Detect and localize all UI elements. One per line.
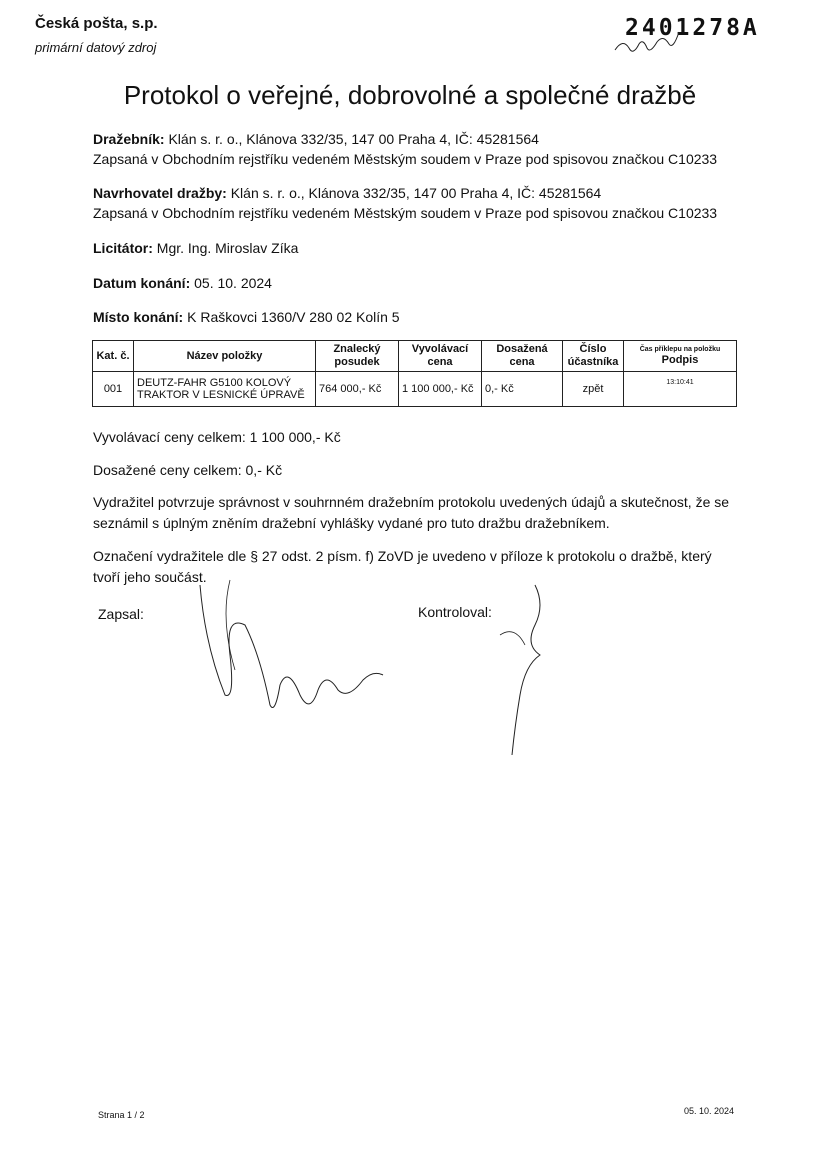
cell-nazev: DEUTZ-FAHR G5100 KOLOVÝ TRAKTOR V LESNICKÉ ÚPRAVĚ bbox=[134, 372, 316, 407]
cell-cislo: zpět bbox=[563, 372, 624, 407]
document-number: 2401278A bbox=[625, 15, 760, 41]
header-podpis: Podpis bbox=[661, 354, 699, 366]
footer-date: 05. 10. 2024 bbox=[684, 1106, 735, 1116]
table-header-row bbox=[93, 341, 737, 372]
navrhovatel-registration: Zapsaná v Obchodním rejstříku vedeném Městským soudem v Praze pod spisovou značkou C10233 bbox=[93, 205, 718, 221]
cas-value: 13:10:41 bbox=[666, 379, 694, 386]
header-vyvolavaci bbox=[399, 341, 482, 372]
confirmation-paragraph: Vydražitel potvrzuje správnost v souhrnném dražebním protokolu uvedených údajů a skutečnost, že se seznámil s úplným zněním dražební vyhlášky vydané pro tuto dražbu dražebníkem. bbox=[93, 494, 730, 531]
identification-paragraph: Označení vydražitele dle § 27 odst. 2 písm. f) ZoVD je uvedeno v příloze k protokolu o dražbě, který tvoří jeho součást. bbox=[93, 548, 712, 585]
cell-dosazena: 0,- Kč bbox=[482, 372, 563, 407]
signature-zapsal bbox=[190, 575, 400, 715]
page-number: Strana 1 / 2 bbox=[98, 1110, 145, 1120]
licitator-value: Mgr. Ing. Miroslav Zíka bbox=[156, 240, 299, 256]
header-cas: Čas příklepu na položku bbox=[639, 346, 721, 353]
header-cas-podpis bbox=[624, 341, 737, 372]
signature-kontroloval bbox=[480, 580, 570, 760]
kontroloval-label: Kontroloval: bbox=[418, 604, 492, 620]
sender-subtitle: primární datový zdroj bbox=[35, 40, 157, 55]
header-znalecky-1: Znalecký bbox=[333, 343, 381, 355]
misto-value: K Raškovci 1360/V 280 02 Kolín 5 bbox=[187, 309, 400, 325]
header-vyvolavaci-2: cena bbox=[427, 356, 453, 368]
handwritten-initials bbox=[605, 30, 695, 60]
navrhovatel-label: Navrhovatel dražby: bbox=[93, 185, 227, 201]
licitator-line bbox=[93, 239, 298, 258]
items-table bbox=[92, 340, 737, 407]
table-row bbox=[93, 372, 737, 407]
total-vyvolavaci: Vyvolávací ceny celkem: 1 100 000,- Kč bbox=[93, 429, 341, 445]
navrhovatel-line bbox=[93, 184, 601, 203]
header-nazev: Název položky bbox=[134, 341, 316, 372]
header-dosazena bbox=[482, 341, 563, 372]
header-kat: Kat. č. bbox=[93, 341, 134, 372]
header-vyvolavaci-1: Vyvolávací bbox=[411, 343, 469, 355]
cell-vyvolavaci: 1 100 000,- Kč bbox=[399, 372, 482, 407]
header-znalecky bbox=[316, 341, 399, 372]
drazebnik-registration: Zapsaná v Obchodním rejstříku vedeném Městským soudem v Praze pod spisovou značkou C10233 bbox=[93, 151, 718, 167]
cell-kat: 001 bbox=[93, 372, 134, 407]
header-cislo bbox=[563, 341, 624, 372]
header-znalecky-2: posudek bbox=[334, 356, 380, 368]
drazebnik-value: Klán s. r. o., Klánova 332/35, 147 00 Praha 4, IČ: 45281564 bbox=[168, 131, 539, 147]
datum-label: Datum konání: bbox=[93, 275, 191, 291]
header-cislo-1: Číslo bbox=[579, 343, 607, 355]
navrhovatel-value: Klán s. r. o., Klánova 332/35, 147 00 Praha 4, IČ: 45281564 bbox=[230, 185, 602, 201]
header-dosazena-1: Dosažená bbox=[496, 343, 548, 355]
drazebnik-line bbox=[93, 130, 539, 149]
cell-cas bbox=[624, 372, 737, 407]
licitator-label: Licitátor: bbox=[93, 240, 153, 256]
sender-name: Česká pošta, s.p. bbox=[35, 15, 158, 32]
zapsal-label: Zapsal: bbox=[98, 606, 144, 622]
misto-label: Místo konání: bbox=[93, 309, 184, 325]
cell-znalecky: 764 000,- Kč bbox=[316, 372, 399, 407]
total-dosazene: Dosažené ceny celkem: 0,- Kč bbox=[93, 462, 283, 478]
drazebnik-label: Dražebník: bbox=[93, 131, 165, 147]
header-dosazena-2: cena bbox=[509, 356, 535, 368]
misto-line bbox=[93, 308, 400, 327]
header-cislo-2: účastníka bbox=[567, 356, 619, 368]
datum-value: 05. 10. 2024 bbox=[194, 275, 272, 291]
datum-line bbox=[93, 274, 272, 293]
document-title: Protokol o veřejné, dobrovolné a společné dražbě bbox=[123, 80, 697, 110]
